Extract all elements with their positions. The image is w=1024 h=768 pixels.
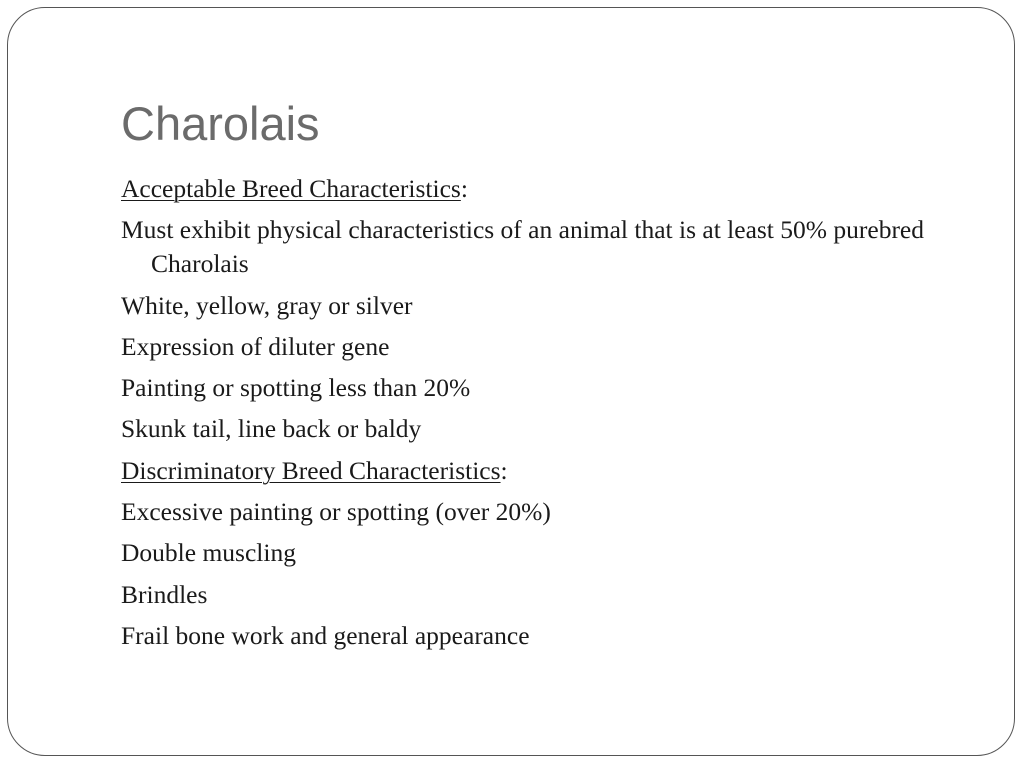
list-item: Skunk tail, line back or baldy xyxy=(121,414,422,444)
list-item: Frail bone work and general appearance xyxy=(121,620,530,650)
slide-title: Charolais xyxy=(121,97,320,150)
slide-body xyxy=(121,172,981,660)
list-item: White, yellow, gray or silver xyxy=(121,290,413,320)
list-item: Must exhibit physical characteristics of an animal that is at least 50% purebred Charolais xyxy=(121,215,925,279)
discriminatory-heading-colon: : xyxy=(500,455,508,485)
acceptable-heading-colon: : xyxy=(460,174,468,203)
acceptable-heading xyxy=(121,172,981,206)
discriminatory-heading xyxy=(121,454,981,488)
discriminatory-heading-text: Discriminatory Breed Characteristics xyxy=(121,455,501,485)
list-item: Painting or spotting less than 20% xyxy=(121,373,471,403)
list-item: Double muscling xyxy=(121,538,296,568)
acceptable-heading-text: Acceptable Breed Characteristics xyxy=(121,174,461,203)
list-item: Excessive painting or spotting (over 20%) xyxy=(121,497,551,527)
list-item: Expression of diluter gene xyxy=(121,331,390,361)
slide-frame xyxy=(7,7,1015,756)
list-item: Brindles xyxy=(121,579,208,609)
